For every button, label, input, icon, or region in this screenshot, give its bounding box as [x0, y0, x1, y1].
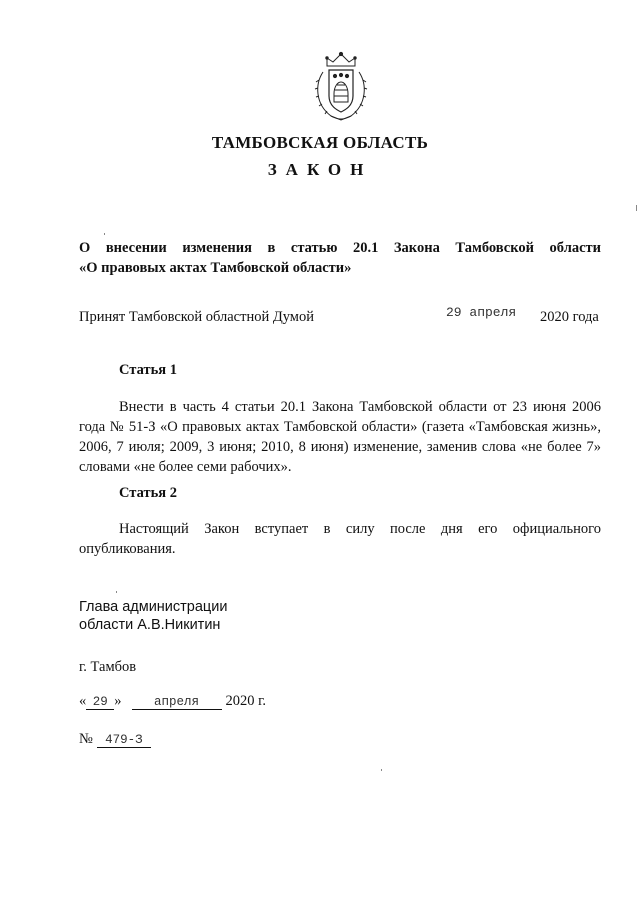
number-field: 479-З	[97, 733, 151, 748]
region-name: ТАМБОВСКАЯ ОБЛАСТЬ	[211, 133, 429, 152]
article-2-heading: Статья 2	[119, 485, 177, 501]
date-close-quote: »	[114, 693, 122, 709]
adoption-date-handwritten: 29 апреля	[446, 305, 517, 320]
adoption-year: 2020 года	[540, 309, 599, 325]
article-2-body: Настоящий Закон вступает в силу после дня его официального опубликования.	[79, 521, 601, 557]
scan-speck	[381, 769, 382, 771]
scan-speck	[104, 233, 105, 235]
signatory-title: Глава администрации	[79, 599, 228, 615]
signatory-name: области А.В.Никитин	[79, 617, 221, 633]
date-open-quote: «	[79, 693, 87, 709]
tambov-coat-of-arms-icon	[309, 50, 373, 124]
article-1-heading: Статья 1	[119, 362, 177, 378]
scan-speck	[116, 591, 117, 593]
number-label: №	[79, 731, 93, 747]
law-number	[79, 731, 151, 748]
law-title-line2: «О правовых актах Тамбовской области»	[79, 260, 352, 276]
adoption-text: Принят Тамбовской областной Думой	[79, 309, 314, 325]
date-day-field: 29	[86, 695, 114, 710]
signing-date	[79, 693, 266, 710]
article-1-body: Внести в часть 4 статьи 20.1 Закона Тамбовской области от 23 июня 2006 года № 51-З «О правовых актах Тамбовской области» (газета «Тамбовская жизнь», 2006, 7 июля; 2009, 3 июня; 2010, 8 июня) изменение, заменив слова «не более 7» словами «не более семи рабочих».	[79, 399, 601, 475]
scan-speck	[636, 205, 637, 211]
document-type: ЗАКОН	[267, 160, 373, 179]
place-of-signing: г. Тамбов	[79, 659, 137, 675]
date-year: 2020 г.	[225, 693, 267, 709]
date-month-field: апреля	[132, 695, 222, 710]
law-title-line1: О внесении изменения в статью 20.1 Закона Тамбовской области	[79, 240, 601, 256]
law-title	[79, 238, 601, 278]
